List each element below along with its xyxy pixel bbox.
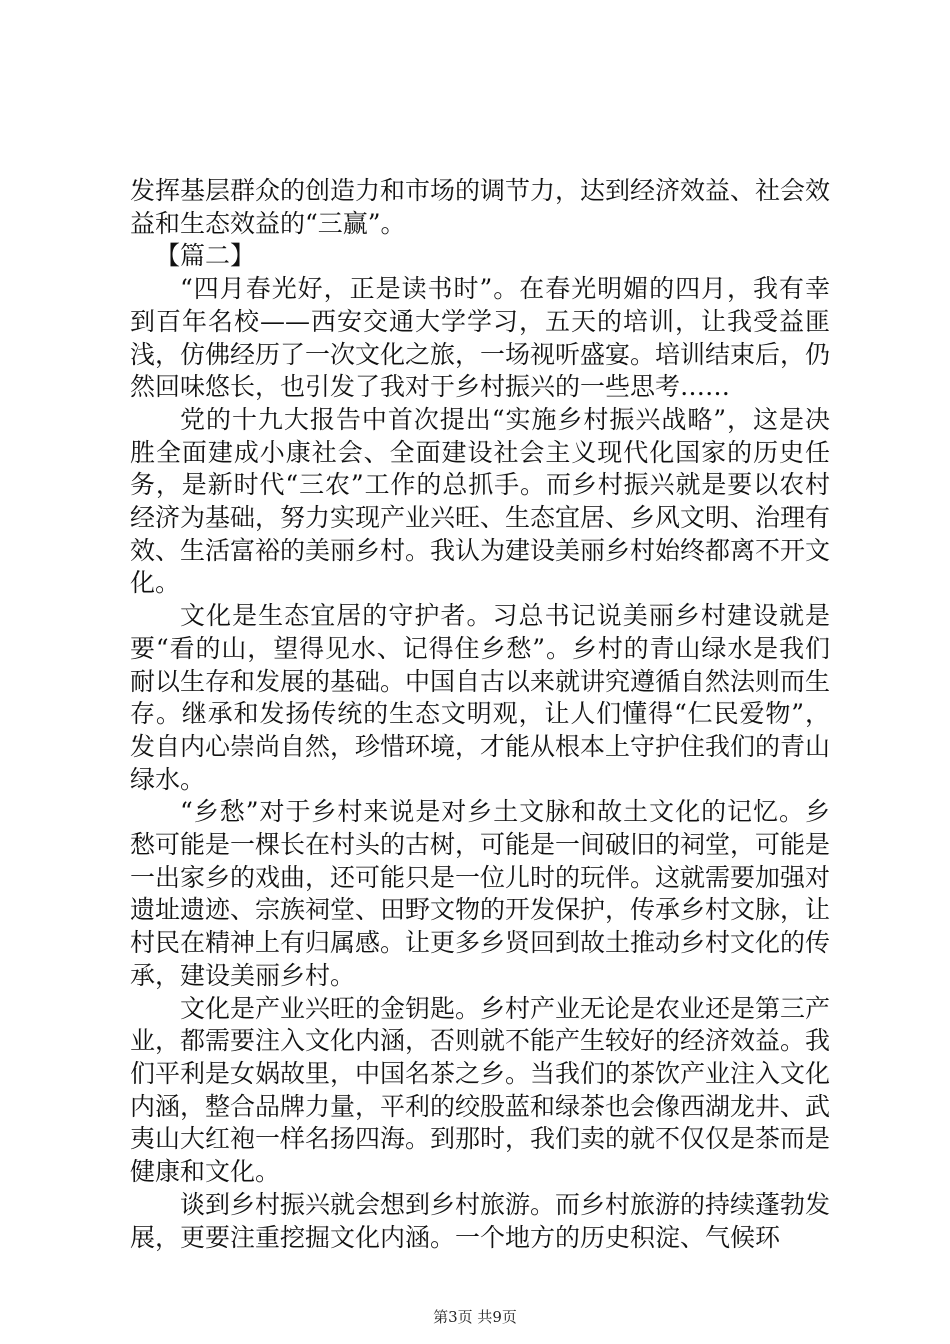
page-number-footer: 第3页 共9页 xyxy=(433,1308,517,1326)
section-heading: 【篇二】 xyxy=(155,241,256,271)
paragraph: 文化是生态宜居的守护者。习总书记说美丽乡村建设就是要“看的山，望得见水、记得住乡愁”。乡村的青山绿水是我们耐以生存和发展的基础。中国自古以来就讲究遵循自然法则而生存。继承和发扬传统的生态文明观，让人们懂得“仁民爱物”，发自内心崇尚自然，珍惜环境，才能从根本上守护住我们的青山绿水。 xyxy=(130,601,831,794)
paragraph: 谈到乡村振兴就会想到乡村旅游。而乡村旅游的持续蓬勃发展，更要注重挖掘文化内涵。一个地方的历史积淀、气候环 xyxy=(130,1189,831,1252)
paragraph: 党的十九大报告中首次提出“实施乡村振兴战略”，这是决胜全面建成小康社会、全面建设社会主义现代化国家的历史任务，是新时代“三农”工作的总抓手。而乡村振兴就是要以农村经济为基础，努力实现产业兴旺、生态宜居、乡风文明、治理有效、生活富裕的美丽乡村。我认为建设美丽乡村始终都离不开文化。 xyxy=(130,404,831,598)
paragraph: “四月春光好，正是读书时”。在春光明媚的四月，我有幸到百年名校——西安交通大学学习，五天的培训，让我受益匪浅，仿佛经历了一次文化之旅，一场视听盛宴。培训结束后，仍然回味悠长，也引发了我对于乡村振兴的一些思考…… xyxy=(130,274,831,402)
paragraph: “乡愁”对于乡村来说是对乡土文脉和故土文化的记忆。乡愁可能是一棵长在村头的古树，可能是一间破旧的祠堂，可能是一出家乡的戏曲，还可能只是一位儿时的玩伴。这就需要加强对遗址遗迹、宗族祠堂、田野文物的开发保护，传承乡村文脉，让村民在精神上有归属感。让更多乡贤回到故土推动乡村文化的传承，建设美丽乡村。 xyxy=(130,797,831,990)
paragraph-continuation: 发挥基层群众的创造力和市场的调节力，达到经济效益、社会效益和生态效益的“三赢”。 xyxy=(130,176,831,238)
paragraph: 文化是产业兴旺的金钥匙。乡村产业无论是农业还是第三产业，都需要注入文化内涵，否则就不能产生较好的经济效益。我们平利是女娲故里，中国名茶之乡。当我们的茶饮产业注入文化内涵，整合品牌力量，平利的绞股蓝和绿茶也会像西湖龙井、武夷山大红袍一样名扬四海。到那时，我们卖的就不仅仅是茶而是健康和文化。 xyxy=(130,993,831,1187)
document-body xyxy=(130,175,830,1254)
